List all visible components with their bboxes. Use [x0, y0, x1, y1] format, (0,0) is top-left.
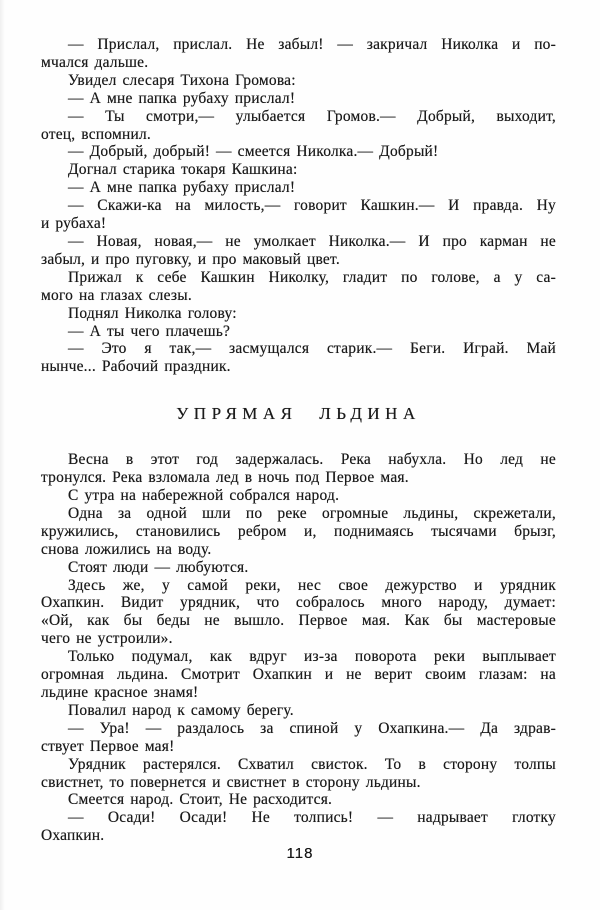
text-line: — Скажи-ка на милость,— говорит Кашкин.— И правда. Ну [68, 197, 556, 215]
text-line: чего не устроили». [41, 630, 173, 648]
page-text [41, 36, 556, 845]
text-line: Только подумал, как вдруг из-за поворота реки выплывает [68, 648, 556, 666]
text-line: — А мне папка рубаху прислал! [68, 179, 296, 197]
text-line: Прижал к себе Кашкин Николку, гладит по голове, а у са- [68, 268, 556, 286]
text-line: мчался дальше. [41, 53, 149, 71]
text-line: — А ты чего плачешь? [68, 322, 231, 340]
text-line: — Добрый, добрый! — смеется Николка.— Добрый! [68, 143, 439, 161]
text-line: — Ура! — раздалось за спиной у Охапкина.— Да здрав- [68, 719, 556, 737]
text-line: Поднял Николка голову: [68, 304, 237, 322]
text-line: «Ой, как бы беды не вышло. Первое мая. Как бы мастеровые [41, 612, 556, 630]
text-line: Увидел слесаря Тихона Громова: [68, 71, 296, 89]
text-line: нынче... Рабочий праздник. [41, 358, 231, 376]
text-line: Урядник растерялся. Схватил свисток. То в сторону толпы [68, 755, 556, 773]
text-line: — Ты смотри,— улыбается Громов.— Добрый, выходит, [68, 107, 556, 125]
text-line: снова ложились на воду. [41, 540, 212, 558]
story-title: УПРЯМАЯ ЛЬДИНА [176, 404, 421, 424]
text-line: Догнал старика токаря Кашкина: [68, 161, 298, 179]
text-line: Здесь же, у самой реки, нес свое дежурство и урядник [68, 576, 556, 594]
text-line: мого на глазах слезы. [41, 286, 192, 304]
text-line: — Осади! Осади! Не толпись! — надрывает глотку [68, 809, 556, 827]
text-line: С утра на набережной собрался народ. [68, 487, 340, 505]
text-line: огромная льдина. Смотрит Охапкин и не верит своим глазам: на [41, 666, 556, 684]
text-line: Охапкин. [41, 827, 105, 845]
text-line: — Прислал, прислал. Не забыл! — закричал Николка и по- [68, 36, 556, 53]
text-line: Повалил народ к самому берегу. [68, 701, 294, 719]
text-line: Весна в этот год задержалась. Река набухла. Но лед не [68, 451, 556, 469]
text-line: Охапкин. Видит урядник, что собралось много народу, думает: [41, 594, 556, 612]
scan-edge-shadow [0, 0, 5, 910]
text-line: — Новая, новая,— не умолкает Николка.— И про карман не [68, 232, 556, 250]
text-line: ствует Первое мая! [41, 737, 175, 755]
text-line: Одна за одной шли по реке огромные льдины, скрежетали, [68, 504, 556, 522]
text-line: кружились, становились ребром и, поднимаясь тысячами брызг, [41, 522, 556, 540]
text-line: свистнет, то повернется и свистнет в сторону льдины. [41, 773, 421, 791]
text-line: — А мне папка рубаху прислал! [68, 89, 296, 107]
text-line: — Это я так,— засмущался старик.— Беги. Играй. Май [68, 340, 556, 358]
text-line: забыл, и про пуговку, и про маковый цвет. [41, 250, 340, 268]
page-number: 118 [286, 845, 314, 862]
text-line: отец, вспомнил. [41, 125, 151, 143]
text-line: Смеется народ. Стоит, Не расходится. [68, 791, 333, 809]
text-line: Стоят люди — любуются. [68, 558, 249, 576]
text-line: и рубаха! [41, 215, 107, 233]
text-line: льдине красное знамя! [41, 684, 199, 701]
text-line: тронулся. Река взломала лед в ночь под Первое мая. [41, 469, 409, 487]
